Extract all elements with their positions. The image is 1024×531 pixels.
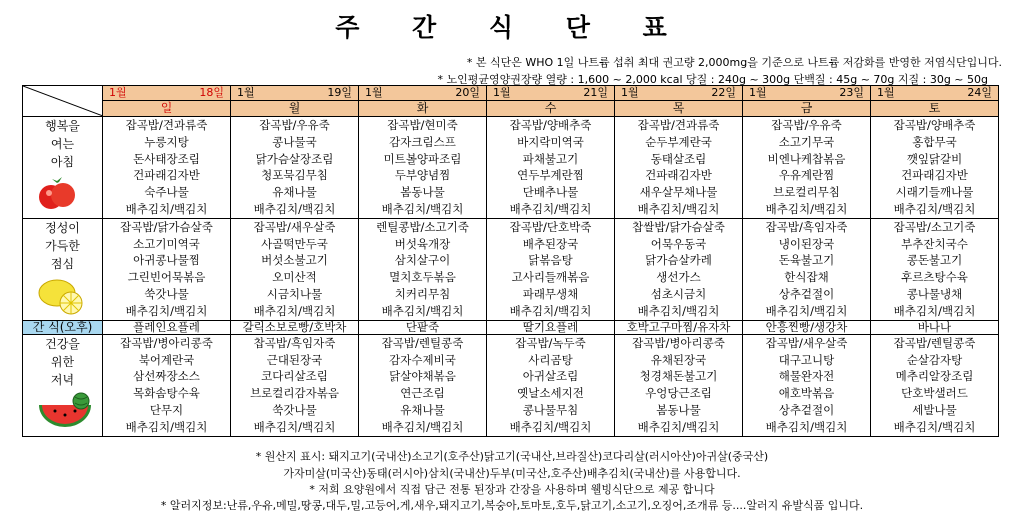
menu-item: 부추잔치국수 (901, 236, 968, 251)
menu-item: 닭볶음탕 (528, 253, 573, 268)
dinner-label-1: 건강을 (45, 336, 80, 351)
dinner-menu-cell (487, 334, 615, 436)
menu-item: 건파래김자반 (901, 168, 968, 183)
date-month: 1월 (749, 86, 767, 99)
menu-item: 잡곡밥/흑임자죽 (765, 219, 848, 234)
menu-item: 잡곡밥/병아리콩죽 (120, 335, 213, 350)
date-month: 1월 (493, 86, 511, 99)
menu-item: 배추김치/백김치 (637, 201, 720, 216)
date-day: 24일 (967, 86, 992, 99)
menu-item: 유채된장국 (650, 352, 707, 367)
allergy-note: * 알러지정보:난류,우유,메밀,땅콩,대두,밀,고등어,게,새우,돼지고기,복숭아,토마토,호두,닭고기,소고기,오징어,조개류 등....알러지 유발식품 입니다. (160, 499, 864, 512)
menu-item: 치커리무침 (394, 286, 451, 301)
menu-item: 잡곡밥/닭가슴살죽 (120, 219, 213, 234)
menu-item: 청경채돈불고기 (639, 369, 718, 384)
menu-item: 배추김치/백김치 (893, 201, 976, 216)
menu-item: 바지락미역국 (517, 134, 584, 149)
menu-item: 아귀콩나물찜 (133, 253, 200, 268)
menu-item: 배추김치/백김치 (509, 419, 592, 434)
dinner-menu-cell (359, 334, 487, 436)
menu-item: 잡곡밥/소고기죽 (893, 219, 976, 234)
menu-item: 쑥갓나물 (144, 286, 189, 301)
snack-item: 바나나 (871, 320, 999, 334)
menu-item: 동태살조림 (650, 151, 707, 166)
date-day: 19일 (327, 86, 352, 99)
day-header-cell (359, 86, 487, 117)
menu-item: 메추리알장조림 (895, 369, 974, 384)
menu-item: 대구고니탕 (778, 352, 835, 367)
menu-item: 한식잡채 (784, 270, 829, 285)
menu-item: 단호박샐러드 (901, 386, 968, 401)
dinner-menu-cell (231, 334, 359, 436)
menu-item: 잡곡밥/우유죽 (771, 118, 842, 132)
sodium-note: * 본 식단은 WHO 1일 나트륨 섭취 최대 권고량 2,000mg을 기준으로 나트륨 저감화를 반영한 저염식단입니다. (466, 56, 1002, 69)
origin-note-1: * 원산지 표시: 돼지고기(국내산)소고기(호주산)닭고기(국내산,브라질산)코다리살(러시아산)아귀살(중국산) (255, 450, 769, 463)
day-header-cell (871, 86, 999, 117)
date-line (487, 86, 614, 101)
menu-item: 렌틸콩밥/소고기죽 (376, 219, 469, 234)
menu-item: 옛날소세지전 (517, 386, 584, 401)
menu-item: 유채나물 (400, 402, 445, 417)
lunch-label-1: 정성이 (45, 220, 80, 235)
menu-item: 잡곡밥/렌틸콩죽 (381, 335, 464, 350)
menu-item: 순살감자탕 (906, 352, 963, 367)
menu-item: 쑥갓나물 (272, 402, 317, 417)
menu-item: 배추김치/백김치 (765, 303, 848, 318)
menu-item: 배추김치/백김치 (253, 201, 336, 216)
menu-item: 사리곰탕 (528, 352, 573, 367)
lemon-icon (37, 273, 87, 317)
weekday-label: 일 (103, 101, 230, 116)
menu-item: 단배추나물 (522, 185, 579, 200)
menu-item: 연두부계란찜 (517, 168, 584, 183)
menu-item: 유채나물 (272, 185, 317, 200)
date-day: 21일 (583, 86, 608, 99)
menu-item: 두부양념찜 (394, 168, 451, 183)
breakfast-menu-cell (615, 117, 743, 219)
dinner-menu-cell (871, 334, 999, 436)
weekday-label: 화 (359, 101, 486, 116)
menu-item: 소고기미역국 (133, 236, 200, 251)
menu-item: 콩나물국 (272, 134, 317, 149)
menu-item: 잡곡밥/단호박죽 (509, 219, 592, 234)
menu-item: 콩나물냉채 (906, 286, 963, 301)
menu-item: 배추김치/백김치 (893, 303, 976, 318)
menu-item: 냉이된장국 (778, 236, 835, 251)
menu-item: 소고기무국 (778, 134, 835, 149)
menu-item: 배추김치/백김치 (125, 419, 208, 434)
day-header-cell (231, 86, 359, 117)
menu-item: 배추김치/백김치 (893, 419, 976, 434)
dinner-label-2: 위한 (50, 354, 75, 369)
menu-item: 배추김치/백김치 (765, 419, 848, 434)
breakfast-menu-cell (487, 117, 615, 219)
snack-item: 안흥찐빵/생강차 (743, 320, 871, 334)
lunch-label (23, 218, 103, 320)
menu-item: 배추김치/백김치 (637, 419, 720, 434)
menu-item: 섬초시금치 (650, 286, 707, 301)
diagonal-line (23, 86, 103, 116)
menu-item: 목화솜탕수육 (133, 386, 200, 401)
menu-item: 배추김치/백김치 (509, 201, 592, 216)
menu-item: 봄동나물 (656, 402, 701, 417)
lunch-menu-cell (359, 218, 487, 320)
menu-item: 상추겉절이 (778, 402, 835, 417)
menu-item: 봄동나물 (400, 185, 445, 200)
menu-item: 버섯육개장 (394, 236, 451, 251)
menu-item: 배추김치/백김치 (381, 201, 464, 216)
breakfast-menu-cell (103, 117, 231, 219)
breakfast-menu-cell (743, 117, 871, 219)
lunch-menu-cell (871, 218, 999, 320)
breakfast-label (23, 117, 103, 219)
menu-item: 시래기들깨나물 (895, 185, 974, 200)
weekday-label: 수 (487, 101, 614, 116)
menu-item: 잡곡밥/새우살죽 (253, 219, 336, 234)
date-month: 1월 (365, 86, 383, 99)
snack-label: 간 식(오후) (23, 320, 103, 334)
menu-item: 파래무생채 (522, 286, 579, 301)
menu-item: 우엉당근조림 (645, 386, 712, 401)
menu-item: 홍합무국 (912, 134, 957, 149)
date-day: 23일 (839, 86, 864, 99)
menu-item: 잡곡밥/양배추죽 (893, 118, 976, 132)
dinner-menu-cell (103, 334, 231, 436)
weekly-menu-table (22, 85, 999, 437)
dinner-menu-cell (743, 334, 871, 436)
menu-item: 잡곡밥/렌틸콩죽 (893, 335, 976, 350)
date-month: 1월 (237, 86, 255, 99)
corner-cell (23, 86, 103, 117)
menu-item: 미트볼양파조림 (383, 151, 462, 166)
tomato-icon (37, 173, 77, 213)
menu-item: 코다리살조림 (261, 369, 328, 384)
snack-item: 호박고구마찜/유자차 (615, 320, 743, 334)
nutrition-note: * 노인평균영양권장량 열량 : 1,600 ~ 2,000 kcal 당질 : 240g ~ 300g 단백질 : 45g ~ 70g 지질 : 30g ~ 50g (437, 73, 988, 86)
soy-note: * 저희 요양원에서 직접 담근 전통 된장과 간장을 사용하며 웰빙식단으로 제공 합니다 (309, 483, 715, 496)
menu-item: 닭살야채볶음 (389, 369, 456, 384)
dinner-menu-cell (615, 334, 743, 436)
menu-item: 배추김치/백김치 (125, 201, 208, 216)
menu-item: 잡곡밥/병아리콩죽 (632, 335, 725, 350)
lunch-menu-cell (487, 218, 615, 320)
breakfast-menu-cell (871, 117, 999, 219)
lunch-menu-cell (743, 218, 871, 320)
lunch-menu-cell (231, 218, 359, 320)
menu-item: 배추김치/백김치 (253, 303, 336, 318)
snack-row (23, 320, 999, 334)
lunch-menu-cell (103, 218, 231, 320)
day-header-cell (615, 86, 743, 117)
menu-item: 어묵우동국 (650, 236, 707, 251)
date-line (103, 86, 230, 101)
menu-item: 브로컬리무침 (773, 185, 840, 200)
breakfast-row (23, 117, 999, 219)
dinner-row (23, 334, 999, 436)
menu-item: 닭가슴살카레 (645, 253, 712, 268)
menu-item: 애호박볶음 (778, 386, 835, 401)
menu-item: 닭가슴살장조림 (255, 151, 334, 166)
day-header-cell (487, 86, 615, 117)
menu-item: 배추김치/백김치 (381, 303, 464, 318)
menu-item: 새우살무채나물 (639, 185, 718, 200)
snack-item: 딸기요플레 (487, 320, 615, 334)
menu-item: 감자수제비국 (389, 352, 456, 367)
menu-item: 북어계란국 (138, 352, 195, 367)
menu-item: 찹쌀밥/닭가슴살죽 (632, 219, 725, 234)
weekday-label: 토 (871, 101, 998, 116)
menu-item: 오미산적 (272, 270, 317, 285)
menu-item: 배추김치/백김치 (125, 303, 208, 318)
menu-item: 콩나물무침 (522, 402, 579, 417)
date-line (615, 86, 742, 101)
menu-item: 고사리들깨볶음 (511, 270, 590, 285)
date-month: 1월 (877, 86, 895, 99)
menu-item: 후르츠탕수육 (901, 270, 968, 285)
weekday-label: 월 (231, 101, 358, 116)
menu-item: 그린빈어묵볶음 (127, 270, 206, 285)
breakfast-menu-cell (231, 117, 359, 219)
date-line (359, 86, 486, 101)
menu-item: 단무지 (149, 402, 184, 417)
menu-item: 해물완자전 (778, 369, 835, 384)
menu-item: 상추겉절이 (778, 286, 835, 301)
menu-item: 잡곡밥/새우살죽 (765, 335, 848, 350)
menu-item: 잡곡밥/양배추죽 (509, 118, 592, 132)
menu-item: 잡곡밥/녹두죽 (515, 335, 586, 350)
menu-item: 누릉지탕 (144, 134, 189, 149)
menu-item: 삼선짜장소스 (133, 369, 200, 384)
menu-item: 버섯소불고기 (261, 253, 328, 268)
menu-item: 건파래김자반 (133, 168, 200, 183)
menu-item: 잡곡밥/우유죽 (259, 118, 330, 132)
breakfast-label-1: 행복을 (45, 119, 80, 133)
date-month: 1월 (621, 86, 639, 99)
snack-item: 단팥죽 (359, 320, 487, 334)
menu-item: 비엔나케찹볶음 (767, 151, 846, 166)
menu-item: 감자크림스프 (389, 134, 456, 149)
lunch-row (23, 218, 999, 320)
menu-item: 세발나물 (912, 402, 957, 417)
menu-item: 잡곡밥/현미죽 (387, 118, 458, 132)
page-title: 주 간 식 단 표 (335, 13, 689, 42)
breakfast-label-3: 아침 (50, 155, 75, 169)
menu-item: 잡곡밥/견과류죽 (637, 118, 720, 132)
watermelon-icon (37, 391, 93, 431)
snack-item: 갈릭소보로빵/호박차 (231, 320, 359, 334)
origin-note-2: 가자미살(미국산)동태(러시아)삼치(국내산)두부(미국산,호주산)배추김치(국내산)를 사용합니다. (283, 467, 741, 480)
menu-item: 연근조림 (400, 386, 445, 401)
date-line (231, 86, 358, 101)
menu-item: 배추김치/백김치 (381, 419, 464, 434)
menu-item: 시금치나물 (266, 286, 323, 301)
menu-item: 돈사태장조림 (133, 151, 200, 166)
lunch-label-3: 점심 (50, 256, 75, 271)
breakfast-label-2: 여는 (50, 137, 75, 151)
menu-item: 청포묵김무침 (261, 168, 328, 183)
dinner-label (23, 334, 103, 436)
date-day: 18일 (199, 86, 224, 99)
menu-item: 순두부계란국 (645, 134, 712, 149)
date-day: 22일 (711, 86, 736, 99)
snack-item: 플레인요플레 (103, 320, 231, 334)
menu-item: 찹곡밥/흑임자죽 (253, 335, 336, 350)
menu-item: 삼치살구이 (394, 253, 451, 268)
menu-item: 브로컬리감자볶음 (250, 386, 339, 401)
day-header-cell (743, 86, 871, 117)
date-month: 1월 (109, 86, 127, 99)
dinner-label-3: 저녁 (50, 372, 75, 387)
header-row (23, 86, 999, 117)
menu-item: 배추김치/백김치 (253, 419, 336, 434)
menu-item: 아귀살조림 (522, 369, 579, 384)
breakfast-menu-cell (359, 117, 487, 219)
menu-item: 우유계란찜 (778, 168, 835, 183)
menu-item: 잡곡밥/견과류죽 (125, 118, 208, 132)
weekday-label: 목 (615, 101, 742, 116)
menu-item: 생선가스 (656, 270, 701, 285)
menu-item: 멸치호두볶음 (389, 270, 456, 285)
lunch-menu-cell (615, 218, 743, 320)
menu-item: 숙주나물 (144, 185, 189, 200)
menu-item: 콩돈불고기 (906, 253, 963, 268)
menu-item: 깻잎닭갈비 (906, 151, 963, 166)
menu-item: 사골떡만두국 (261, 236, 328, 251)
menu-item: 배추된장국 (522, 236, 579, 251)
menu-item: 파채불고기 (522, 151, 579, 166)
menu-item: 배추김치/백김치 (509, 303, 592, 318)
day-header-cell (103, 86, 231, 117)
menu-item: 돈육불고기 (778, 253, 835, 268)
date-day: 20일 (455, 86, 480, 99)
menu-item: 근대된장국 (266, 352, 323, 367)
menu-item: 건파래김자반 (645, 168, 712, 183)
date-line (743, 86, 870, 101)
menu-item: 배추김치/백김치 (637, 303, 720, 318)
menu-item: 배추김치/백김치 (765, 201, 848, 216)
lunch-label-2: 가득한 (45, 238, 80, 253)
date-line (871, 86, 998, 101)
weekday-label: 금 (743, 101, 870, 116)
